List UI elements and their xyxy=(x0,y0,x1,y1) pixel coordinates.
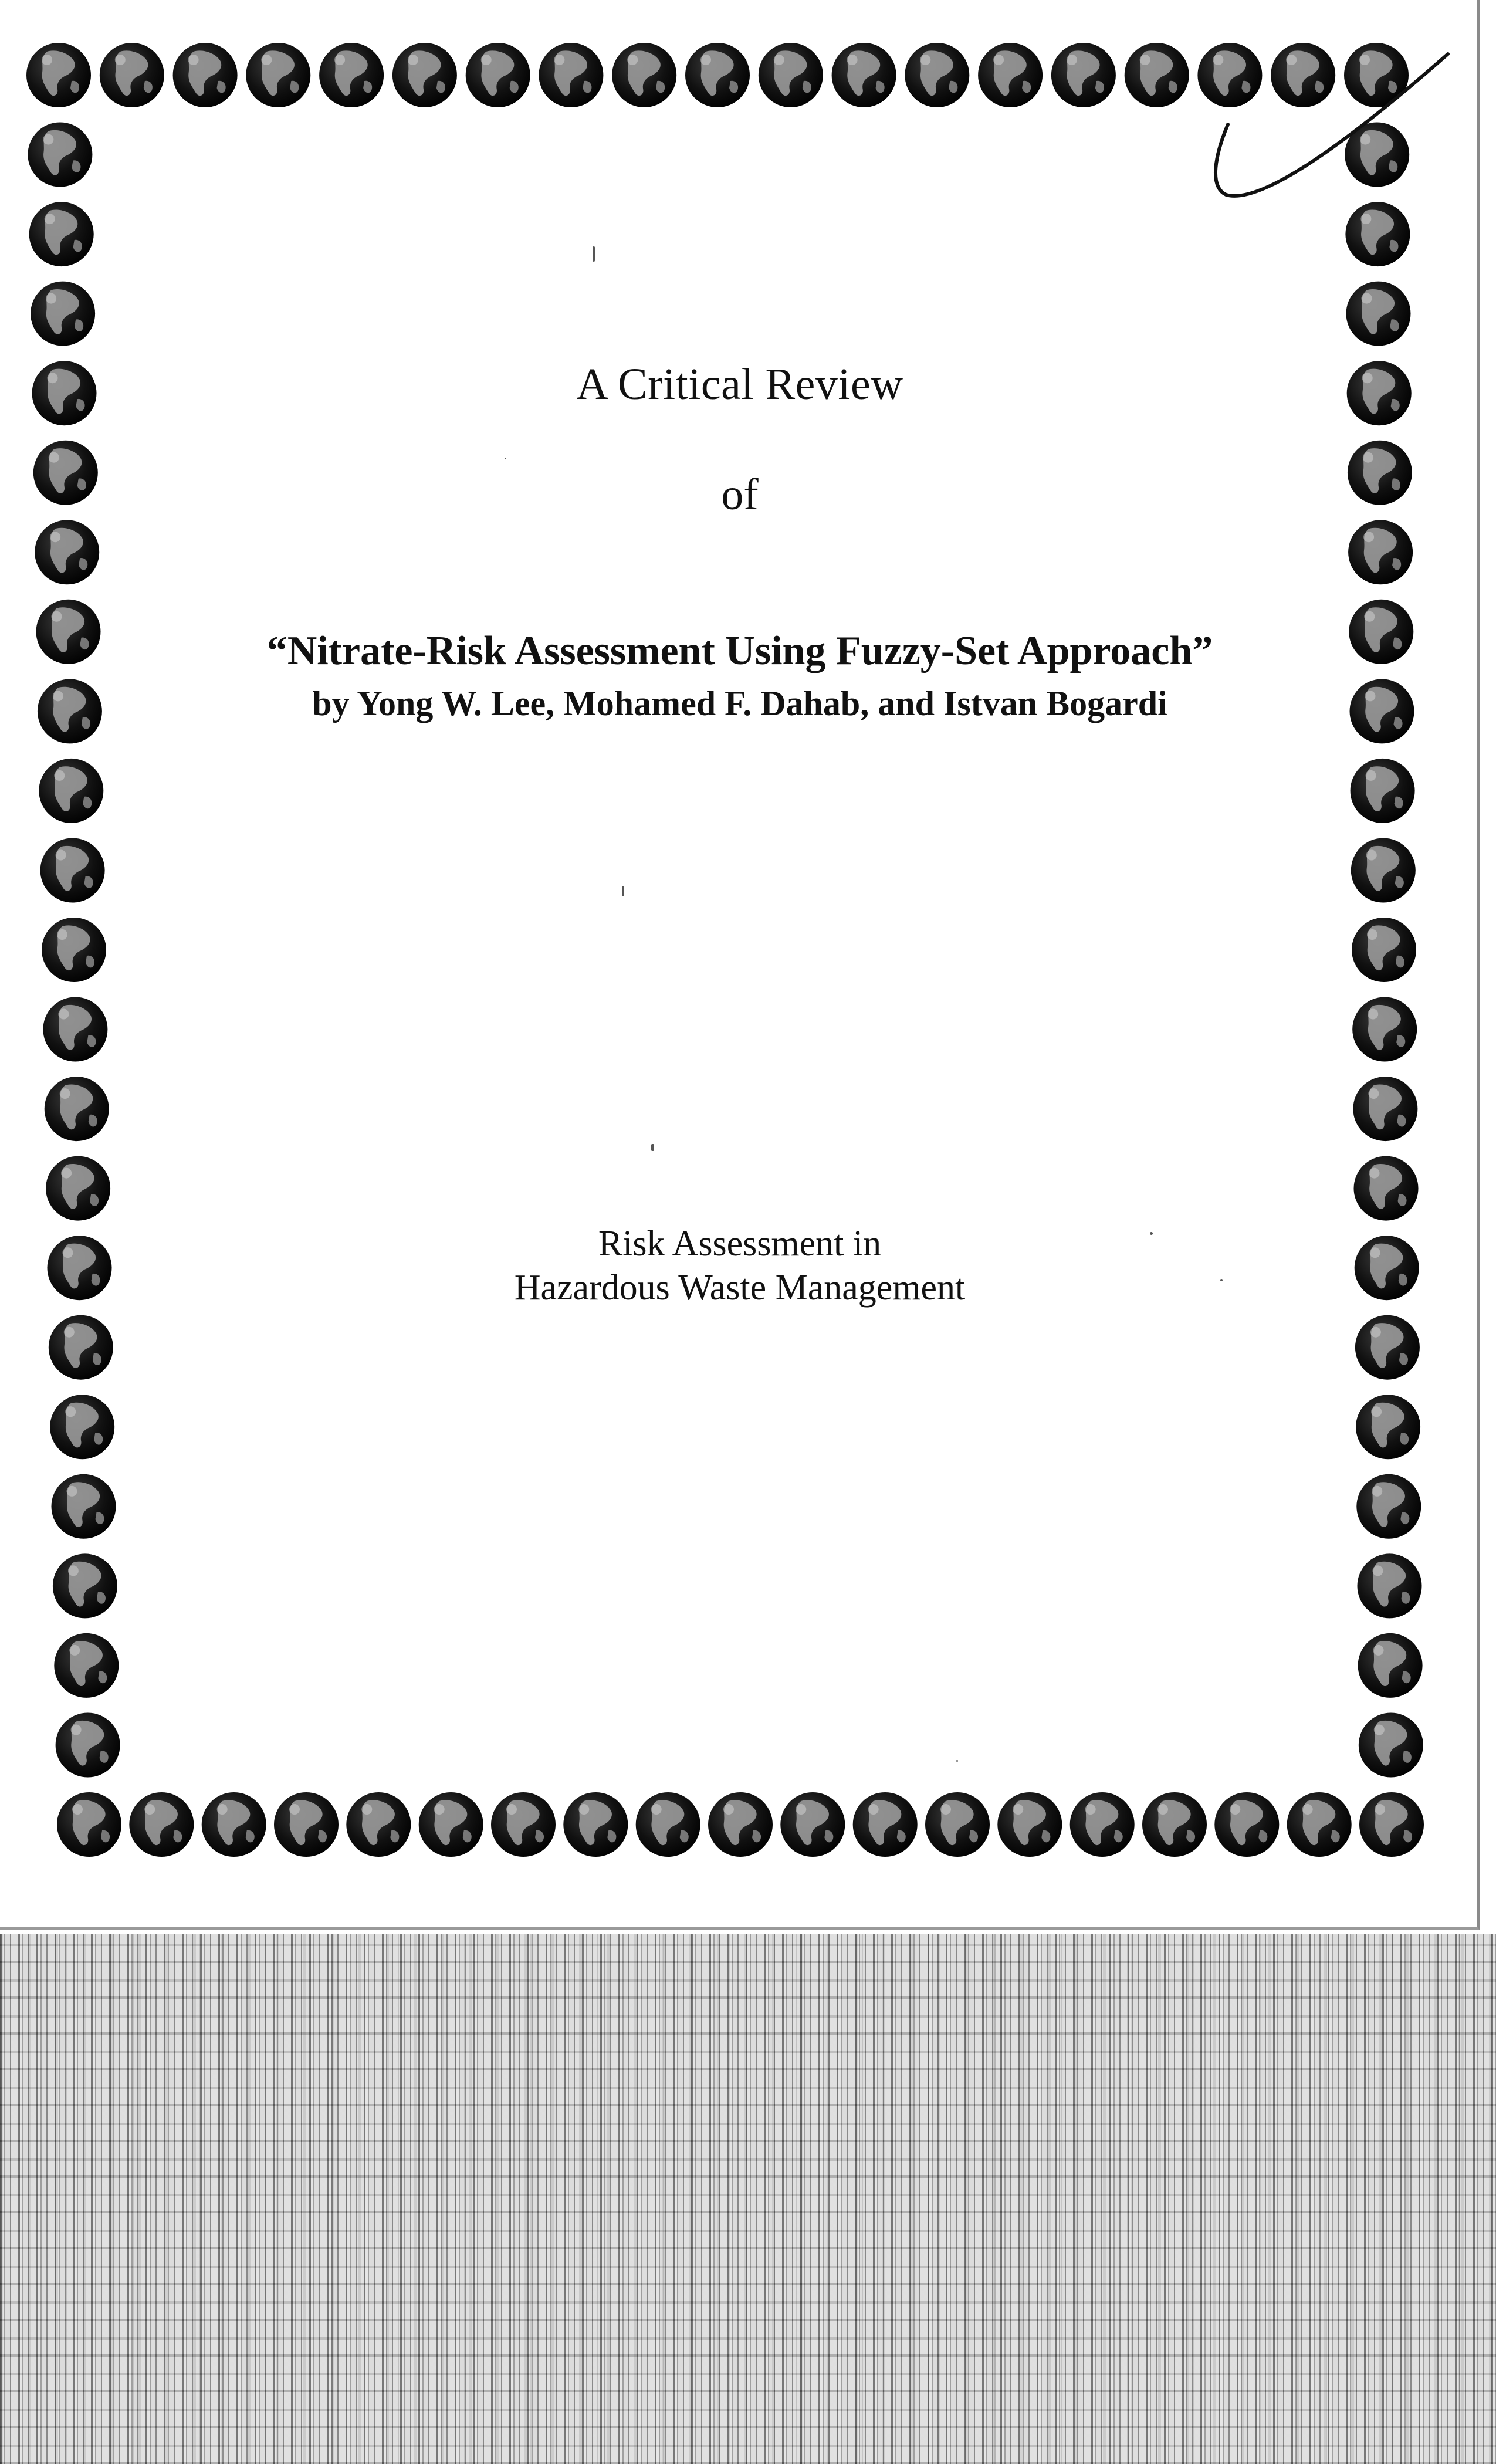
heading-critical-review: A Critical Review xyxy=(576,360,903,409)
scan-speck xyxy=(593,246,595,262)
scan-speck xyxy=(622,886,624,896)
course-name-line-1: Risk Assessment in xyxy=(598,1224,882,1264)
review-subject-title: “Nitrate-Risk Assessment Using Fuzzy-Set Approach” xyxy=(266,628,1213,673)
scan-speck xyxy=(956,1760,958,1762)
scan-speck xyxy=(1220,1279,1223,1281)
scan-speck xyxy=(651,1144,654,1151)
scan-speck xyxy=(505,458,506,459)
heading-of: of xyxy=(721,470,759,519)
scan-noise-band xyxy=(0,1934,1496,2464)
review-subject-authors: by Yong W. Lee, Mohamed F. Dahab, and Istvan Bogardi xyxy=(312,684,1167,723)
course-name-line-2: Hazardous Waste Management xyxy=(514,1268,966,1308)
scan-speck xyxy=(1150,1232,1153,1235)
